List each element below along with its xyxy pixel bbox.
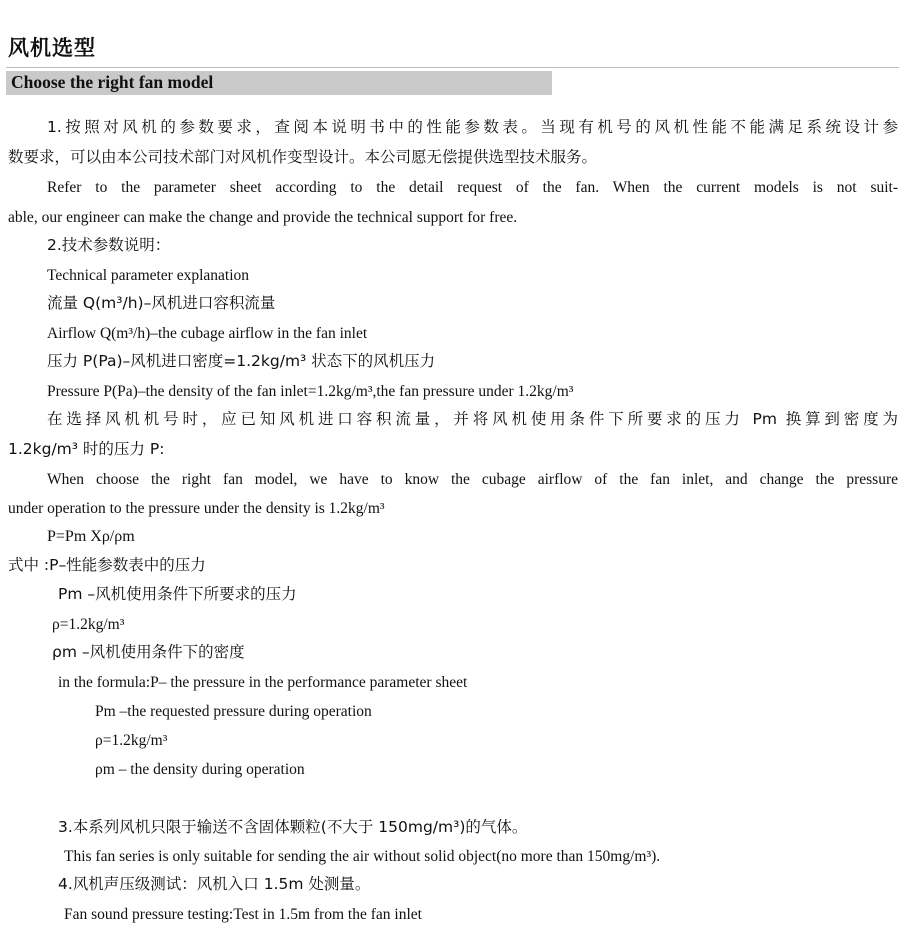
s1-cn-line1: 1.按照对风机的参数要求，查阅本说明书中的性能参数表。当现有机号的风机性能不能满足系统设计参 [47,118,898,136]
formula-where-en: in the formula:P– the pressure in the performance parameter sheet [58,674,468,691]
s3-cn: 3.本系列风机只限于输送不含固体颗粒(不大于 150mg/m³)的气体。 [58,818,528,836]
section-banner [6,71,552,95]
section-banner-text: Choose the right fan model [11,72,214,92]
selection-note-cn-line1: 在选择风机机号时，应已知风机进口容积流量，并将风机使用条件下所要求的压力 Pm 换算到密度为 [47,410,898,428]
s2-heading-en: Technical parameter explanation [47,267,250,284]
s3-en: This fan series is only suitable for sending the air without solid object(no more than 150mg/m³). [64,848,661,865]
header-divider [6,67,899,68]
flow-definition-cn: 流量 Q(m³/h)–风机进口容积流量 [47,294,276,312]
formula-rho-cn: ρ=1.2kg/m³ [52,616,125,633]
formula-rhom-en: ρm – the density during operation [95,761,305,778]
pressure-formula: P=Pm Xρ/ρm [47,528,135,545]
s4-cn: 4.风机声压级测试：风机入口 1.5m 处测量。 [58,875,371,893]
formula-rho-en: ρ=1.2kg/m³ [95,732,168,749]
s1-en-line1: Refer to the parameter sheet according to the detail request of the fan. When the current models is not suit- [47,179,898,196]
formula-pm-en: Pm –the requested pressure during operation [95,703,372,720]
s2-heading-cn: 2.技术参数说明： [47,236,171,254]
formula-where-cn: 式中 :P–性能参数表中的压力 [8,556,206,574]
pressure-definition-cn: 压力 P(Pa)–风机进口密度=1.2kg/m³ 状态下的风机压力 [47,352,436,370]
s4-en: Fan sound pressure testing:Test in 1.5m from the fan inlet [64,906,422,923]
selection-note-en-line1: When choose the right fan model, we have to know the cubage airflow of the fan inlet, and change the pressure [47,471,898,488]
formula-rhom-cn: ρm –风机使用条件下的密度 [52,643,245,661]
selection-note-cn-line2: 1.2kg/m³ 时的压力 P: [8,440,165,458]
s1-en-line2: able, our engineer can make the change and provide the technical support for free. [8,209,518,226]
selection-note-en-line2: under operation to the pressure under the density is 1.2kg/m³ [8,500,385,517]
s1-cn-line2: 数要求，可以由本公司技术部门对风机作变型设计。本公司愿无偿提供选型技术服务。 [8,148,598,166]
pressure-definition-en: Pressure P(Pa)–the density of the fan inlet=1.2kg/m³,the fan pressure under 1.2kg/m³ [47,383,574,400]
flow-definition-en: Airflow Q(m³/h)–the cubage airflow in the fan inlet [47,325,368,342]
page-title: 风机选型 [8,36,96,60]
formula-pm-cn: Pm –风机使用条件下所要求的压力 [58,585,297,603]
